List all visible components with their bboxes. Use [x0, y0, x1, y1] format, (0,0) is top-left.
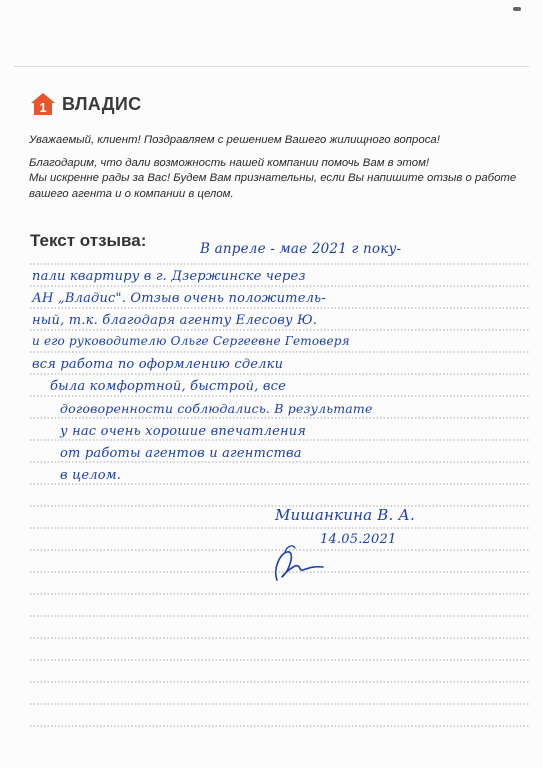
handwritten-line: и его руководителю Ольге Сергеевне Гетоверя: [32, 334, 350, 348]
request-line-cont: вашего агента и о компании в целом.: [29, 187, 234, 200]
handwritten-line: пали квартиру в г. Дзержинске через: [32, 269, 306, 284]
handwritten-line: договоренности соблюдались. В результате: [60, 401, 373, 416]
handwritten-line: вся работа по оформлению сделки: [32, 357, 284, 372]
request-line: Мы искренне рады за Вас! Будем Вам признательны, если Вы напишите отзыв о работе: [29, 172, 517, 184]
review-label: Текст отзыва:: [30, 231, 147, 250]
handwritten-line: от работы агентов и агентства: [60, 446, 302, 461]
handwritten-line: ный, т.к. благодаря агенту Елесову Ю.: [32, 313, 318, 328]
handwritten-line: В апреле - мае 2021 г поку-: [200, 241, 402, 257]
signature-name: Мишанкина В. А.: [275, 506, 415, 524]
handwritten-line: у нас очень хорошие впечатления: [60, 424, 307, 439]
brand-name: ВЛАДИС: [62, 93, 142, 114]
handwritten-line: АН „Владис". Отзыв очень положитель-: [32, 291, 326, 306]
svg-text:1: 1: [39, 100, 47, 115]
review-date: 14.05.2021: [320, 532, 397, 547]
handwritten-line: была комфортной, быстрой, все: [50, 379, 286, 394]
thanks-line: Благодарим, что дали возможность нашей компании помочь Вам в этом!: [29, 156, 430, 169]
greeting-line: Уважаемый, клиент! Поздравляем с решением Вашего жилищного вопроса!: [29, 134, 440, 146]
handwritten-signature: [265, 540, 345, 590]
handwritten-line: в целом.: [60, 468, 122, 483]
